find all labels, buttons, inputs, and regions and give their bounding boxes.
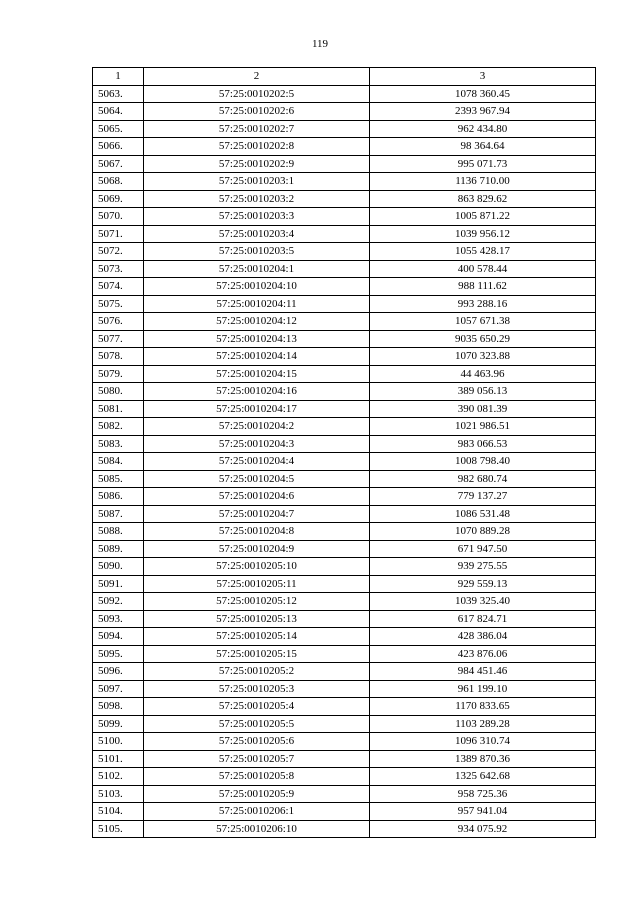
cadastral-number-cell: 57:25:0010204:2 bbox=[144, 418, 370, 436]
table-row bbox=[93, 820, 596, 838]
table-row bbox=[93, 733, 596, 751]
table-row bbox=[93, 313, 596, 331]
cadastral-number-cell: 57:25:0010205:8 bbox=[144, 768, 370, 786]
value-cell: 984 451.46 bbox=[370, 663, 596, 681]
cadastral-number-cell: 57:25:0010205:5 bbox=[144, 715, 370, 733]
row-number-cell: 5092. bbox=[93, 593, 144, 611]
value-cell: 1008 798.40 bbox=[370, 453, 596, 471]
row-number-cell: 5097. bbox=[93, 680, 144, 698]
table-row bbox=[93, 645, 596, 663]
cadastral-number-cell: 57:25:0010204:9 bbox=[144, 540, 370, 558]
value-cell: 423 876.06 bbox=[370, 645, 596, 663]
value-cell: 957 941.04 bbox=[370, 803, 596, 821]
cadastral-number-cell: 57:25:0010204:7 bbox=[144, 505, 370, 523]
table-row bbox=[93, 523, 596, 541]
cadastral-number-cell: 57:25:0010205:3 bbox=[144, 680, 370, 698]
table-row bbox=[93, 383, 596, 401]
row-number-cell: 5063. bbox=[93, 85, 144, 103]
value-cell: 929 559.13 bbox=[370, 575, 596, 593]
value-cell: 617 824.71 bbox=[370, 610, 596, 628]
table-row bbox=[93, 365, 596, 383]
value-cell: 1136 710.00 bbox=[370, 173, 596, 191]
row-number-cell: 5077. bbox=[93, 330, 144, 348]
row-number-cell: 5101. bbox=[93, 750, 144, 768]
cadastral-number-cell: 57:25:0010202:9 bbox=[144, 155, 370, 173]
row-number-cell: 5096. bbox=[93, 663, 144, 681]
row-number-cell: 5073. bbox=[93, 260, 144, 278]
row-number-cell: 5087. bbox=[93, 505, 144, 523]
cadastral-number-cell: 57:25:0010204:12 bbox=[144, 313, 370, 331]
table-row bbox=[93, 540, 596, 558]
row-number-cell: 5085. bbox=[93, 470, 144, 488]
table-row bbox=[93, 225, 596, 243]
cadastral-number-cell: 57:25:0010202:7 bbox=[144, 120, 370, 138]
row-number-cell: 5068. bbox=[93, 173, 144, 191]
table-row bbox=[93, 295, 596, 313]
row-number-cell: 5093. bbox=[93, 610, 144, 628]
table-row bbox=[93, 330, 596, 348]
table-row bbox=[93, 698, 596, 716]
value-cell: 982 680.74 bbox=[370, 470, 596, 488]
value-cell: 983 066.53 bbox=[370, 435, 596, 453]
cadastral-number-cell: 57:25:0010202:6 bbox=[144, 103, 370, 121]
row-number-cell: 5086. bbox=[93, 488, 144, 506]
value-cell: 1086 531.48 bbox=[370, 505, 596, 523]
row-number-cell: 5080. bbox=[93, 383, 144, 401]
cadastral-number-cell: 57:25:0010205:10 bbox=[144, 558, 370, 576]
value-cell: 428 386.04 bbox=[370, 628, 596, 646]
row-number-cell: 5095. bbox=[93, 645, 144, 663]
value-cell: 1170 833.65 bbox=[370, 698, 596, 716]
table-row bbox=[93, 208, 596, 226]
row-number-cell: 5066. bbox=[93, 138, 144, 156]
value-cell: 1021 986.51 bbox=[370, 418, 596, 436]
row-number-cell: 5070. bbox=[93, 208, 144, 226]
value-cell: 1389 870.36 bbox=[370, 750, 596, 768]
cadastral-number-cell: 57:25:0010204:5 bbox=[144, 470, 370, 488]
cadastral-number-cell: 57:25:0010204:4 bbox=[144, 453, 370, 471]
table-row bbox=[93, 190, 596, 208]
cadastral-number-cell: 57:25:0010204:1 bbox=[144, 260, 370, 278]
row-number-cell: 5069. bbox=[93, 190, 144, 208]
cadastral-number-cell: 57:25:0010202:8 bbox=[144, 138, 370, 156]
cadastral-number-cell: 57:25:0010205:6 bbox=[144, 733, 370, 751]
row-number-cell: 5079. bbox=[93, 365, 144, 383]
column-header-2: 2 bbox=[144, 68, 370, 86]
value-cell: 389 056.13 bbox=[370, 383, 596, 401]
row-number-cell: 5065. bbox=[93, 120, 144, 138]
table-row bbox=[93, 558, 596, 576]
cadastral-number-cell: 57:25:0010205:2 bbox=[144, 663, 370, 681]
row-number-cell: 5081. bbox=[93, 400, 144, 418]
table-row bbox=[93, 610, 596, 628]
row-number-cell: 5089. bbox=[93, 540, 144, 558]
table-row bbox=[93, 173, 596, 191]
table-row bbox=[93, 418, 596, 436]
table-row bbox=[93, 768, 596, 786]
value-cell: 1070 889.28 bbox=[370, 523, 596, 541]
row-number-cell: 5104. bbox=[93, 803, 144, 821]
row-number-cell: 5067. bbox=[93, 155, 144, 173]
value-cell: 390 081.39 bbox=[370, 400, 596, 418]
row-number-cell: 5090. bbox=[93, 558, 144, 576]
value-cell: 1103 289.28 bbox=[370, 715, 596, 733]
row-number-cell: 5103. bbox=[93, 785, 144, 803]
table-row bbox=[93, 453, 596, 471]
cadastral-number-cell: 57:25:0010205:4 bbox=[144, 698, 370, 716]
value-cell: 1096 310.74 bbox=[370, 733, 596, 751]
table-row bbox=[93, 785, 596, 803]
row-number-cell: 5075. bbox=[93, 295, 144, 313]
value-cell: 1039 956.12 bbox=[370, 225, 596, 243]
cadastral-number-cell: 57:25:0010203:2 bbox=[144, 190, 370, 208]
cadastral-number-cell: 57:25:0010203:4 bbox=[144, 225, 370, 243]
table-row bbox=[93, 103, 596, 121]
table-row bbox=[93, 400, 596, 418]
cadastral-number-cell: 57:25:0010205:9 bbox=[144, 785, 370, 803]
cadastral-number-cell: 57:25:0010205:7 bbox=[144, 750, 370, 768]
value-cell: 1005 871.22 bbox=[370, 208, 596, 226]
cadastral-number-cell: 57:25:0010206:1 bbox=[144, 803, 370, 821]
row-number-cell: 5083. bbox=[93, 435, 144, 453]
table-header-row bbox=[93, 68, 596, 86]
table-row bbox=[93, 715, 596, 733]
table-row bbox=[93, 663, 596, 681]
row-number-cell: 5091. bbox=[93, 575, 144, 593]
value-cell: 958 725.36 bbox=[370, 785, 596, 803]
cadastral-number-cell: 57:25:0010203:3 bbox=[144, 208, 370, 226]
value-cell: 988 111.62 bbox=[370, 278, 596, 296]
value-cell: 400 578.44 bbox=[370, 260, 596, 278]
cadastral-number-cell: 57:25:0010202:5 bbox=[144, 85, 370, 103]
cadastral-number-cell: 57:25:0010205:11 bbox=[144, 575, 370, 593]
value-cell: 939 275.55 bbox=[370, 558, 596, 576]
value-cell: 1325 642.68 bbox=[370, 768, 596, 786]
row-number-cell: 5076. bbox=[93, 313, 144, 331]
cadastral-number-cell: 57:25:0010204:14 bbox=[144, 348, 370, 366]
cadastral-number-cell: 57:25:0010205:13 bbox=[144, 610, 370, 628]
table-row bbox=[93, 278, 596, 296]
table-row bbox=[93, 575, 596, 593]
value-cell: 962 434.80 bbox=[370, 120, 596, 138]
row-number-cell: 5088. bbox=[93, 523, 144, 541]
column-header-1: 1 bbox=[93, 68, 144, 86]
value-cell: 1078 360.45 bbox=[370, 85, 596, 103]
cadastral-number-cell: 57:25:0010205:15 bbox=[144, 645, 370, 663]
table-row bbox=[93, 470, 596, 488]
value-cell: 934 075.92 bbox=[370, 820, 596, 838]
row-number-cell: 5105. bbox=[93, 820, 144, 838]
row-number-cell: 5102. bbox=[93, 768, 144, 786]
cadastral-number-cell: 57:25:0010204:11 bbox=[144, 295, 370, 313]
row-number-cell: 5100. bbox=[93, 733, 144, 751]
row-number-cell: 5072. bbox=[93, 243, 144, 261]
page-number: 119 bbox=[311, 38, 329, 50]
table-row bbox=[93, 155, 596, 173]
table-row bbox=[93, 628, 596, 646]
table-row bbox=[93, 505, 596, 523]
table-row bbox=[93, 593, 596, 611]
value-cell: 9035 650.29 bbox=[370, 330, 596, 348]
table-row bbox=[93, 243, 596, 261]
cadastral-number-cell: 57:25:0010204:15 bbox=[144, 365, 370, 383]
table-body bbox=[93, 85, 596, 838]
cadastral-number-cell: 57:25:0010204:8 bbox=[144, 523, 370, 541]
value-cell: 671 947.50 bbox=[370, 540, 596, 558]
table-row bbox=[93, 435, 596, 453]
table-row bbox=[93, 750, 596, 768]
data-table bbox=[92, 67, 596, 838]
column-header-3: 3 bbox=[370, 68, 596, 86]
value-cell: 1039 325.40 bbox=[370, 593, 596, 611]
cadastral-number-cell: 57:25:0010205:14 bbox=[144, 628, 370, 646]
table-row bbox=[93, 348, 596, 366]
value-cell: 2393 967.94 bbox=[370, 103, 596, 121]
cadastral-number-cell: 57:25:0010204:10 bbox=[144, 278, 370, 296]
value-cell: 1055 428.17 bbox=[370, 243, 596, 261]
table-row bbox=[93, 260, 596, 278]
cadastral-number-cell: 57:25:0010206:10 bbox=[144, 820, 370, 838]
cadastral-number-cell: 57:25:0010204:17 bbox=[144, 400, 370, 418]
cadastral-number-cell: 57:25:0010204:16 bbox=[144, 383, 370, 401]
value-cell: 863 829.62 bbox=[370, 190, 596, 208]
table-row bbox=[93, 803, 596, 821]
table-row bbox=[93, 85, 596, 103]
cadastral-number-cell: 57:25:0010203:5 bbox=[144, 243, 370, 261]
table-row bbox=[93, 680, 596, 698]
row-number-cell: 5098. bbox=[93, 698, 144, 716]
cadastral-number-cell: 57:25:0010204:6 bbox=[144, 488, 370, 506]
value-cell: 995 071.73 bbox=[370, 155, 596, 173]
cadastral-number-cell: 57:25:0010205:12 bbox=[144, 593, 370, 611]
cadastral-number-cell: 57:25:0010203:1 bbox=[144, 173, 370, 191]
table-row bbox=[93, 138, 596, 156]
row-number-cell: 5082. bbox=[93, 418, 144, 436]
row-number-cell: 5071. bbox=[93, 225, 144, 243]
value-cell: 1057 671.38 bbox=[370, 313, 596, 331]
table-row bbox=[93, 120, 596, 138]
row-number-cell: 5074. bbox=[93, 278, 144, 296]
value-cell: 98 364.64 bbox=[370, 138, 596, 156]
value-cell: 779 137.27 bbox=[370, 488, 596, 506]
value-cell: 44 463.96 bbox=[370, 365, 596, 383]
row-number-cell: 5094. bbox=[93, 628, 144, 646]
table-row bbox=[93, 488, 596, 506]
row-number-cell: 5064. bbox=[93, 103, 144, 121]
value-cell: 993 288.16 bbox=[370, 295, 596, 313]
row-number-cell: 5078. bbox=[93, 348, 144, 366]
row-number-cell: 5084. bbox=[93, 453, 144, 471]
value-cell: 961 199.10 bbox=[370, 680, 596, 698]
value-cell: 1070 323.88 bbox=[370, 348, 596, 366]
row-number-cell: 5099. bbox=[93, 715, 144, 733]
cadastral-number-cell: 57:25:0010204:13 bbox=[144, 330, 370, 348]
cadastral-number-cell: 57:25:0010204:3 bbox=[144, 435, 370, 453]
